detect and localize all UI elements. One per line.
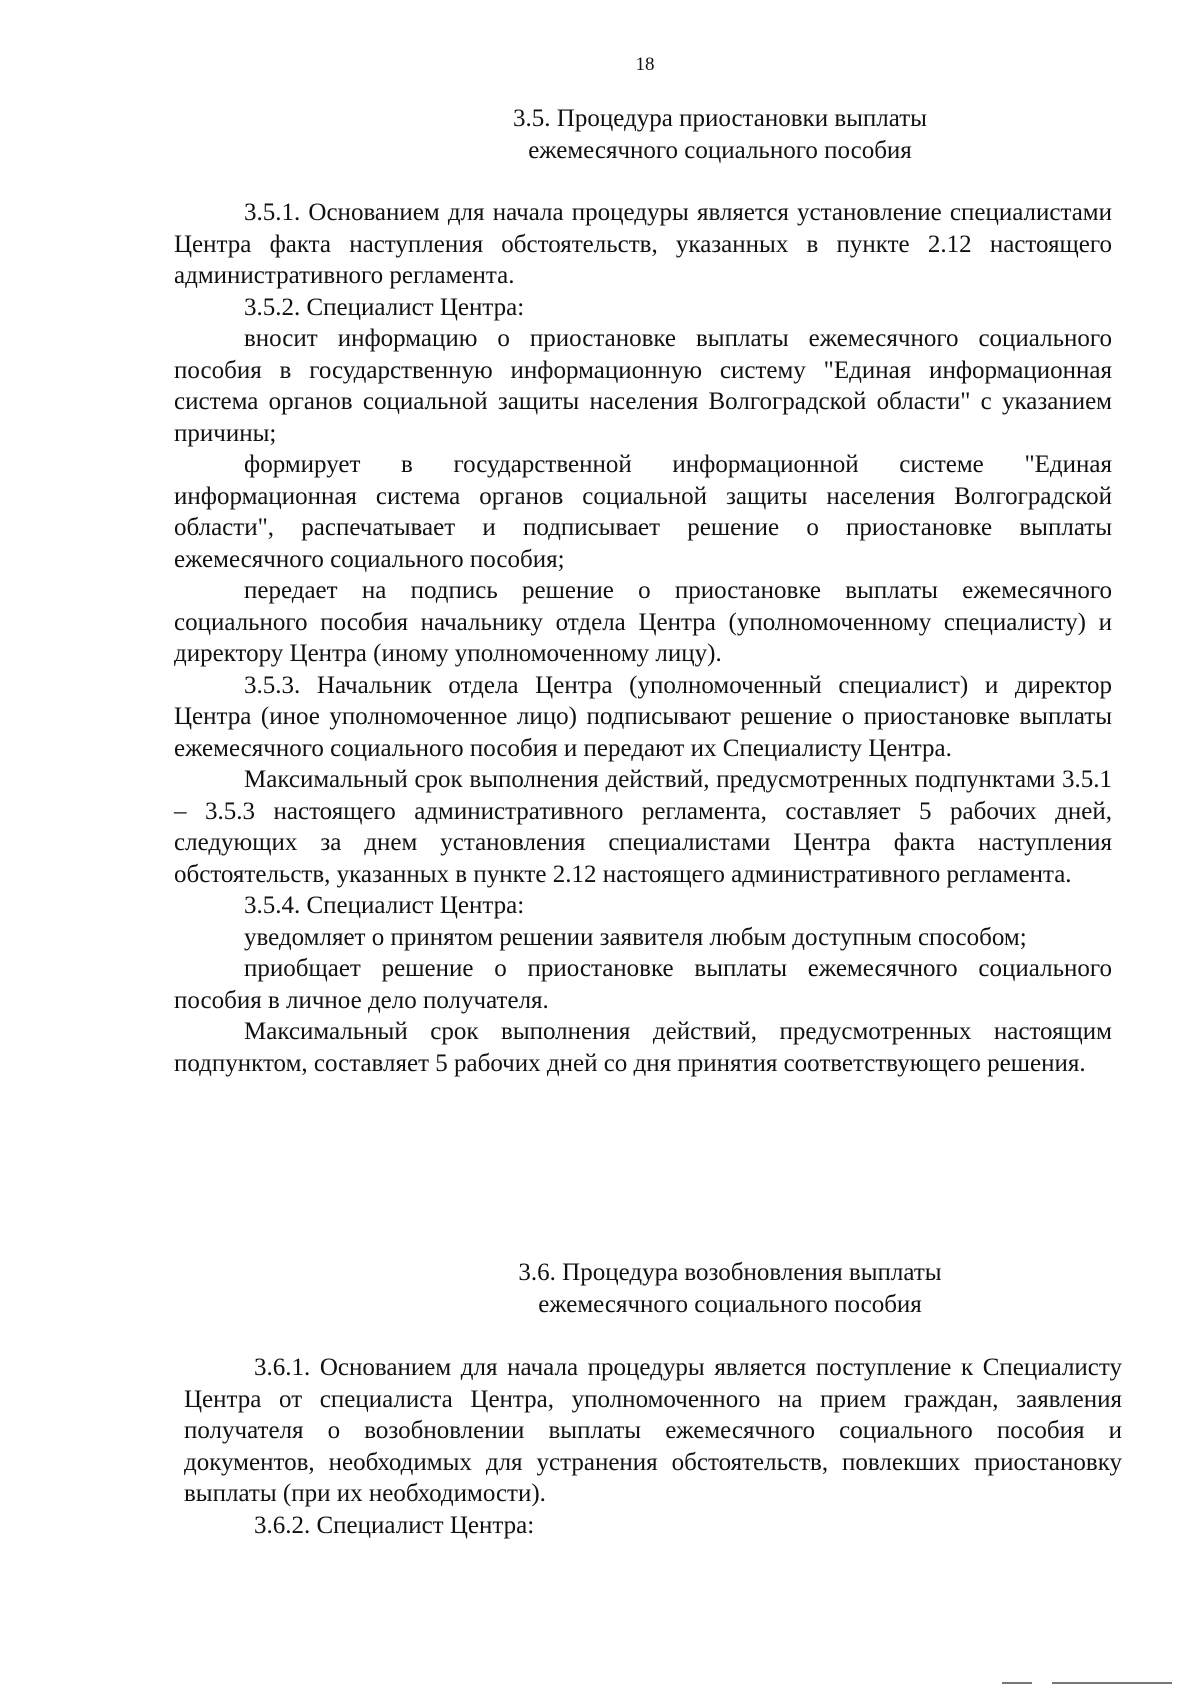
section-3-6-body <box>184 1352 1122 1541</box>
paragraph-3-5-4-deadline: Максимальный срок выполнения действий, предусмотренных настоящим подпунктом, составляет 5 рабочих дней со дня принятия соответствующего решения. <box>174 1018 1112 1077</box>
paragraph-3-6-1: 3.6.1. Основанием для начала процедуры является поступление к Специалисту Центра от специалиста Центра, уполномоченного на прием граждан, заявления получателя о возобновлении выплаты ежемесячного социального пособия и документов, необходимых для устранения обстоятельств, повлекших приостановку выплаты (при их необходимости). <box>184 1354 1122 1507</box>
paragraph-3-5-4-intro: 3.5.4. Специалист Центра: <box>244 892 525 919</box>
section-3-5-heading-line-2: ежемесячного социального пособия <box>528 136 912 164</box>
section-3-6-heading-line-2: ежемесячного социального пособия <box>538 1290 922 1318</box>
paragraph-3-5-2-item-1: вносит информацию о приостановке выплаты ежемесячного социального пособия в государственную информационную систему "Единая информационная система органов социальной защиты населения Волгоградской области" с указанием причины; <box>174 325 1112 447</box>
paragraph-3-5-4-item-1: уведомляет о принятом решении заявителя любым доступным способом; <box>244 923 1027 951</box>
page-number: 18 <box>635 54 655 75</box>
section-3-5-heading <box>300 103 1140 166</box>
paragraph-3-5-3: 3.5.3. Начальник отдела Центра (уполномоченный специалист) и директор Центра (иное уполномоченное лицо) подписывают решение о приостановке выплаты ежемесячного социального пособия и передают их Специалисту Центра. <box>174 671 1112 762</box>
paragraph-3-5-3-deadline: Максимальный срок выполнения действий, предусмотренных подпунктами 3.5.1 – 3.5.3 настоящего административного регламента, составляет 5 рабочих дней, следующих за днем установления специалистами Центра факта наступления обстоятельств, указанных в пункте 2.12 настоящего административного регламента. <box>174 766 1112 888</box>
scan-edge-mark <box>982 1682 1172 1684</box>
section-3-5-heading-line-1: 3.5. Процедура приостановки выплаты <box>513 105 927 132</box>
paragraph-3-5-2-item-3: передает на подпись решение о приостановке выплаты ежемесячного социального пособия начальнику отдела Центра (уполномоченному специалисту) и директору Центра (иному уполномоченному лицу). <box>174 577 1112 667</box>
paragraph-3-5-2-item-2: формирует в государственной информационной системе "Единая информационная система органов социальной защиты населения Волгоградской области", распечатывает и подписывает решение о приостановке выплаты ежемесячного социального пособия; <box>174 451 1112 573</box>
paragraph-3-5-1: 3.5.1. Основанием для начала процедуры является установление специалистами Центра факта наступления обстоятельств, указанных в пункте 2.12 настоящего административного регламента. <box>174 199 1112 289</box>
section-3-5-body <box>174 197 1112 1079</box>
paragraph-3-6-2-intro: 3.6.2. Специалист Центра: <box>254 1511 535 1539</box>
section-3-6-heading <box>310 1257 1150 1320</box>
section-3-6-heading-line-1: 3.6. Процедура возобновления выплаты <box>518 1259 942 1286</box>
paragraph-3-5-2-intro: 3.5.2. Специалист Центра: <box>244 293 525 321</box>
paragraph-3-5-4-item-2: приобщает решение о приостановке выплаты ежемесячного социального пособия в личное дело получателя. <box>174 955 1112 1014</box>
